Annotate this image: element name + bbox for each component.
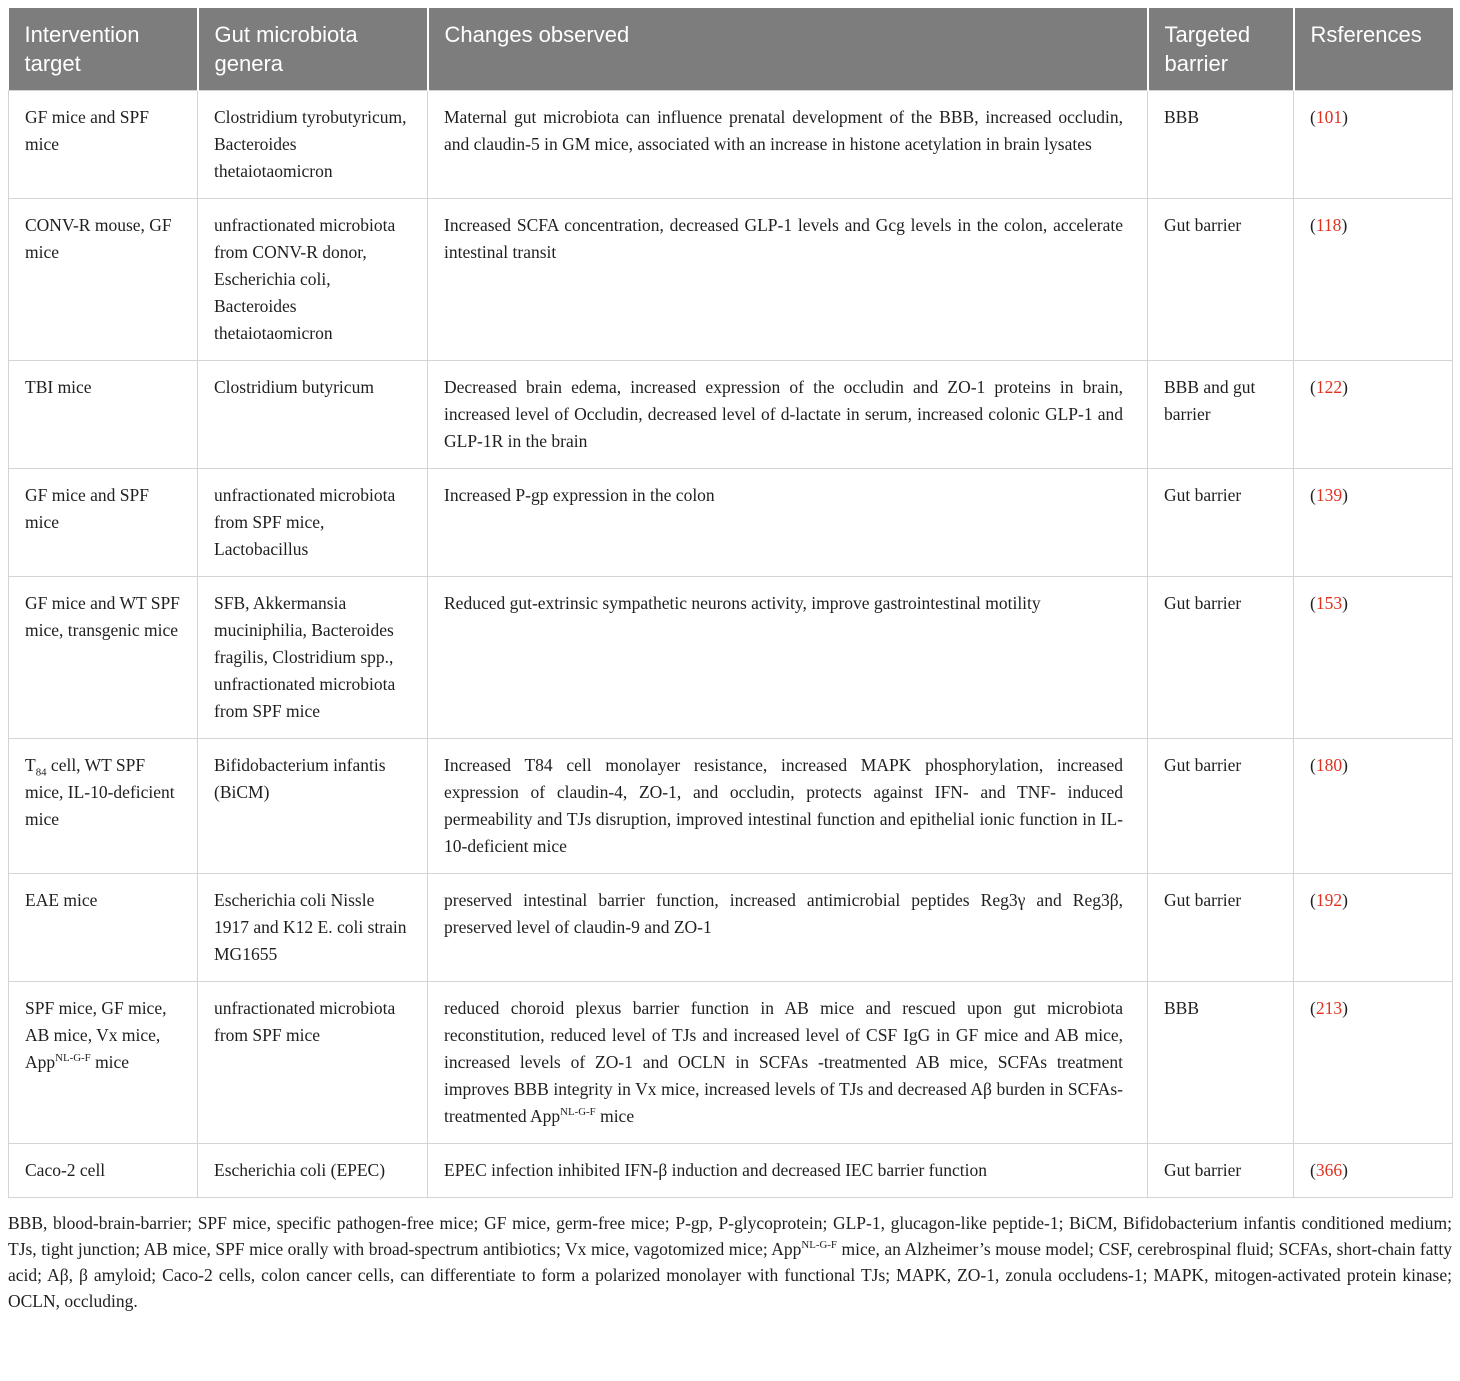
targeted-barrier-cell: Gut barrier <box>1148 1144 1294 1198</box>
table-header <box>9 8 1453 91</box>
col-header-gut-microbiota-genera: Gut microbiota genera <box>198 8 428 91</box>
table-row <box>9 91 1453 199</box>
reference-cell: (192) <box>1294 874 1453 982</box>
changes-observed-cell: EPEC infection inhibited IFN-β induction and decreased IEC barrier function <box>428 1144 1148 1198</box>
intervention-target-cell: TBI mice <box>9 361 198 469</box>
reference-cell: (101) <box>1294 91 1453 199</box>
gut-microbiota-genera-cell: Escherichia coli Nissle 1917 and K12 E. coli strain MG1655 <box>198 874 428 982</box>
table-row <box>9 982 1453 1144</box>
col-header-targeted-barrier: Targeted barrier <box>1148 8 1294 91</box>
reference-link[interactable]: 180 <box>1315 755 1343 775</box>
reference-cell: (153) <box>1294 577 1453 739</box>
intervention-target-cell: GF mice and SPF mice <box>9 91 198 199</box>
reference-link[interactable]: 153 <box>1315 593 1343 613</box>
table-footnote: BBB, blood-brain-barrier; SPF mice, specific pathogen-free mice; GF mice, germ-free mice; P-gp, P-glycoprotein; GLP-1, glucagon-like peptide-1; BiCM, Bifidobacterium infantis conditioned medium; TJs, tight junction; AB mice, SPF mice orally with broad-spectrum antibiotics; Vx mice, vagotomized mice; App$^{NL-G-F}$ mice, an Alzheimer’s mouse model; CSF, cerebrospinal fluid; SCFAs, short-chain fatty acid; Aβ, β amyloid; Caco-2 cells, colon cancer cells, can differentiate to form a polarized monolayer with functional TJs; MAPK, ZO-1, zonula occludens-1; MAPK, mitogen-activated protein kinase; OCLN, occluding. <box>8 1213 1452 1311</box>
table-row <box>9 1144 1453 1198</box>
gut-microbiota-genera-cell: SFB, Akkermansia muciniphilia, Bacteroides fragilis, Clostridium spp., unfractionated microbiota from SPF mice <box>198 577 428 739</box>
table-body <box>9 91 1453 1198</box>
gut-microbiota-genera-cell: Bifidobacterium infantis (BiCM) <box>198 739 428 874</box>
targeted-barrier-cell: Gut barrier <box>1148 874 1294 982</box>
targeted-barrier-cell: BBB <box>1148 982 1294 1144</box>
changes-observed-cell: Increased T84 cell monolayer resistance, increased MAPK phosphorylation, increased expression of claudin-4, ZO-1, and occludin, protects against IFN- and TNF- induced permeability and TJs disruption, improved intestinal function and epithelial ionic function in IL-10-deficient mice <box>428 739 1148 874</box>
changes-observed-cell: Increased SCFA concentration, decreased GLP-1 levels and Gcg levels in the colon, accelerate intestinal transit <box>428 199 1148 361</box>
reference-link[interactable]: 192 <box>1315 890 1343 910</box>
targeted-barrier-cell: Gut barrier <box>1148 739 1294 874</box>
table-header-row <box>9 8 1453 91</box>
changes-observed-cell: Decreased brain edema, increased expression of the occludin and ZO-1 proteins in brain, increased level of Occludin, decreased level of d-lactate in serum, increased colonic GLP-1 and GLP-1R in the brain <box>428 361 1148 469</box>
reference-link[interactable]: 118 <box>1315 215 1342 235</box>
gut-microbiota-genera-cell: Clostridium tyrobutyricum, Bacteroides thetaiotaomicron <box>198 91 428 199</box>
reference-link[interactable]: 139 <box>1315 485 1343 505</box>
intervention-target-cell: CONV-R mouse, GF mice <box>9 199 198 361</box>
reference-link[interactable]: 122 <box>1315 377 1343 397</box>
changes-observed-cell: Maternal gut microbiota can influence prenatal development of the BBB, increased occludin, and claudin-5 in GM mice, associated with an increase in histone acetylation in brain lysates <box>428 91 1148 199</box>
changes-observed-cell: preserved intestinal barrier function, increased antimicrobial peptides Reg3γ and Reg3β, preserved level of claudin-9 and ZO-1 <box>428 874 1148 982</box>
col-header-intervention-target: Intervention target <box>9 8 198 91</box>
col-header-changes-observed: Changes observed <box>428 8 1148 91</box>
table-row <box>9 361 1453 469</box>
gut-microbiota-genera-cell: unfractionated microbiota from SPF mice, Lactobacillus <box>198 469 428 577</box>
reference-cell: (118) <box>1294 199 1453 361</box>
reference-cell: (122) <box>1294 361 1453 469</box>
gut-microbiota-genera-cell: unfractionated microbiota from CONV-R donor, Escherichia coli, Bacteroides thetaiotaomicron <box>198 199 428 361</box>
table-row <box>9 199 1453 361</box>
intervention-target-cell: GF mice and SPF mice <box>9 469 198 577</box>
changes-observed-cell: reduced choroid plexus barrier function in AB mice and rescued upon gut microbiota reconstitution, reduced level of TJs and increased level of CSF IgG in GF mice and AB mice, increased levels of ZO-1 and OCLN in SCFAs -treatmented AB mice, SCFAs treatment improves BBB integrity in Vx mice, increased levels of TJs and decreased Aβ burden in SCFAs-treatmented App$^{NL-G-F}$ mice <box>428 982 1148 1144</box>
targeted-barrier-cell: Gut barrier <box>1148 199 1294 361</box>
intervention-target-cell: EAE mice <box>9 874 198 982</box>
reference-link[interactable]: 101 <box>1315 107 1343 127</box>
reference-link[interactable]: 366 <box>1315 1160 1343 1180</box>
reference-cell: (139) <box>1294 469 1453 577</box>
data-table <box>8 8 1453 1198</box>
targeted-barrier-cell: BBB <box>1148 91 1294 199</box>
table-row <box>9 739 1453 874</box>
changes-observed-cell: Increased P-gp expression in the colon <box>428 469 1148 577</box>
table-row <box>9 874 1453 982</box>
intervention-target-cell: SPF mice, GF mice, AB mice, Vx mice, App$^{NL-G-F}$ mice <box>9 982 198 1144</box>
table-row <box>9 469 1453 577</box>
gut-microbiota-genera-cell: Clostridium butyricum <box>198 361 428 469</box>
reference-cell: (213) <box>1294 982 1453 1144</box>
gut-microbiota-genera-cell: Escherichia coli (EPEC) <box>198 1144 428 1198</box>
reference-link[interactable]: 213 <box>1315 998 1343 1018</box>
targeted-barrier-cell: BBB and gut barrier <box>1148 361 1294 469</box>
intervention-target-cell: GF mice and WT SPF mice, transgenic mice <box>9 577 198 739</box>
intervention-target-cell: Caco-2 cell <box>9 1144 198 1198</box>
col-header-references: Rsferences <box>1294 8 1453 91</box>
table-row <box>9 577 1453 739</box>
reference-cell: (180) <box>1294 739 1453 874</box>
targeted-barrier-cell: Gut barrier <box>1148 577 1294 739</box>
gut-microbiota-genera-cell: unfractionated microbiota from SPF mice <box>198 982 428 1144</box>
intervention-target-cell: $T_{84}$ cell, WT SPF mice, IL-10-deficient mice <box>9 739 198 874</box>
targeted-barrier-cell: Gut barrier <box>1148 469 1294 577</box>
changes-observed-cell: Reduced gut-extrinsic sympathetic neurons activity, improve gastrointestinal motility <box>428 577 1148 739</box>
reference-cell: (366) <box>1294 1144 1453 1198</box>
